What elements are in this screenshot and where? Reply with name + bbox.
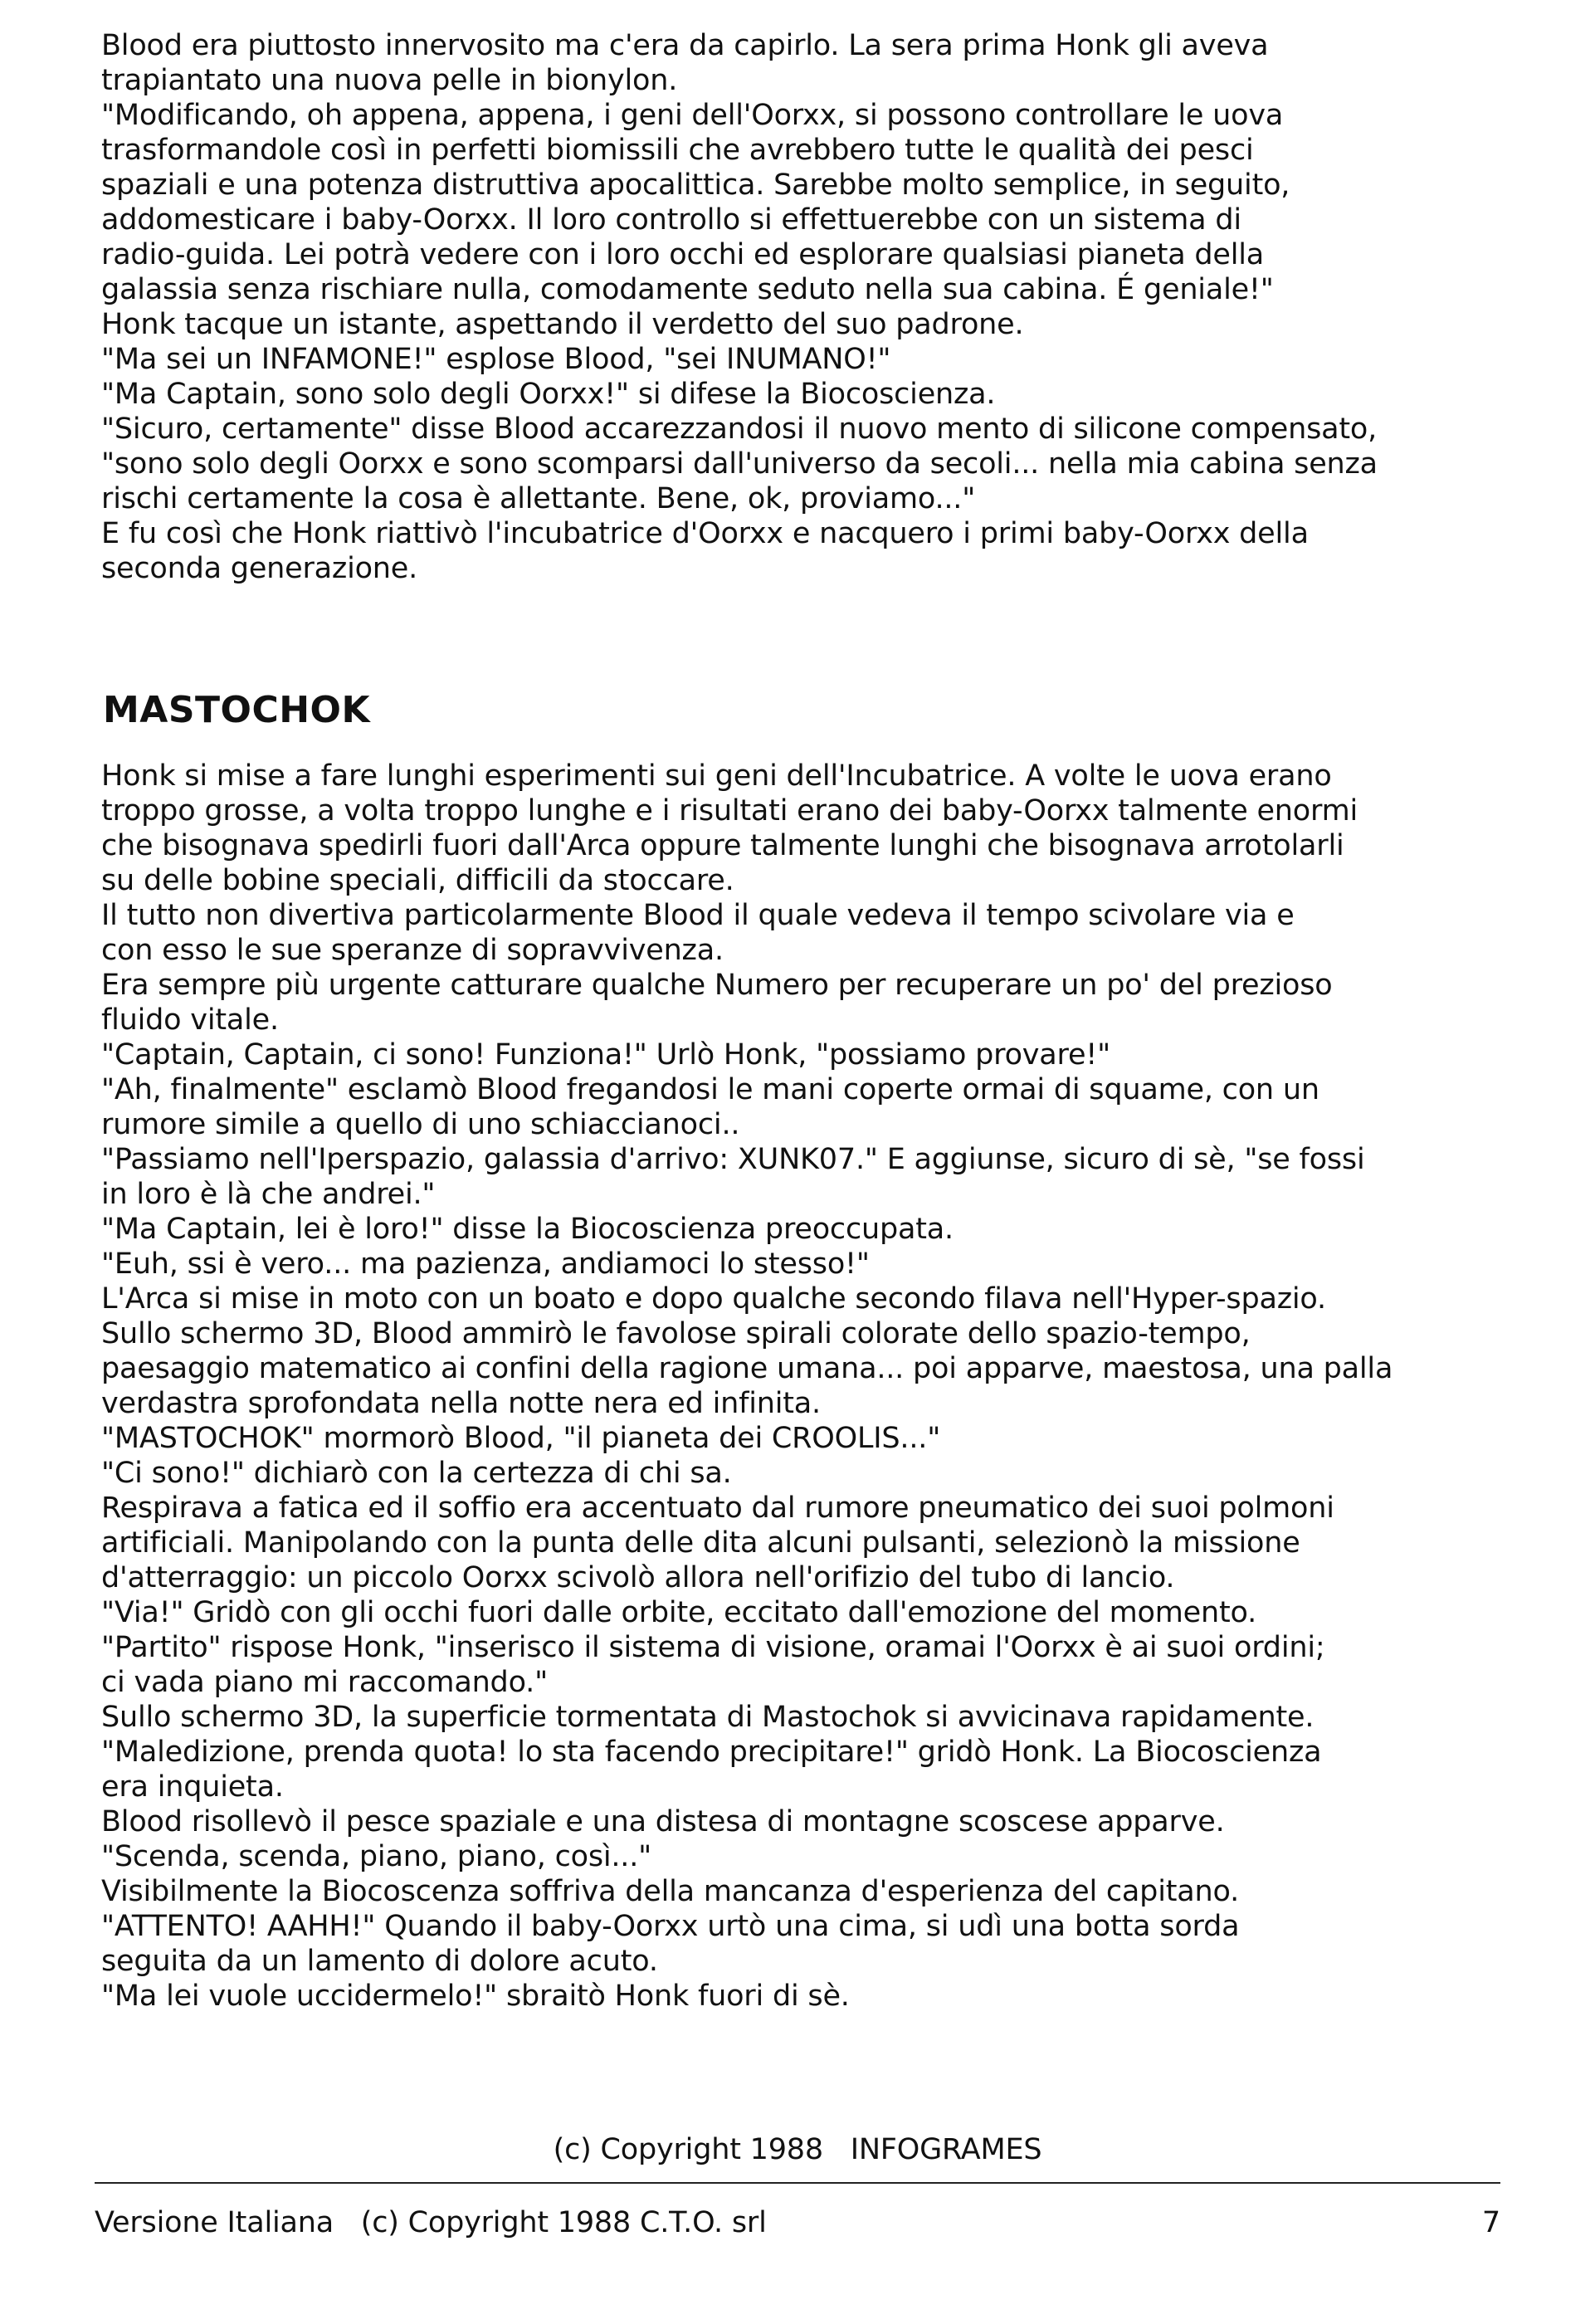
text-line: Respirava a fatica ed il soffio era accentuato dal rumore pneumatico dei suoi polmoni — [101, 1492, 1334, 1525]
text-line: "Euh, ssi è vero... ma pazienza, andiamoci lo stesso!" — [101, 1247, 870, 1281]
text-line: "Via!" Gridò con gli occhi fuori dalle orbite, eccitato dall'emozione del momento. — [101, 1596, 1257, 1629]
text-line: E fu così che Honk riattivò l'incubatrice d'Oorxx e nacquero i primi baby-Oorxx della — [101, 517, 1309, 550]
text-line: trasformandole così in perfetti biomissili che avrebbero tutte le qualità dei pesci — [101, 134, 1254, 167]
text-line: "sono solo degli Oorxx e sono scomparsi dall'universo da secoli... nella mia cabina senza — [101, 447, 1378, 481]
text-line: "Ci sono!" dichiarò con la certezza di chi sa. — [101, 1457, 732, 1490]
text-line: Blood risollevò il pesce spaziale e una distesa di montagne scoscese apparve. — [101, 1805, 1225, 1838]
text-line: "Ah, finalmente" esclamò Blood fregandosi le mani coperte ormai di squame, con un — [101, 1073, 1319, 1106]
text-line: Sullo schermo 3D, Blood ammirò le favolose spirali colorate dello spazio-tempo, — [101, 1317, 1251, 1350]
text-line: seguita da un lamento di dolore acuto. — [101, 1945, 658, 1978]
page-number: 7 — [1481, 2206, 1500, 2239]
text-line: "ATTENTO! AAHH!" Quando il baby-Oorxx urtò una cima, si udì una botta sorda — [101, 1910, 1240, 1943]
text-line: spaziali e una potenza distruttiva apocalittica. Sarebbe molto semplice, in seguito, — [101, 168, 1290, 202]
text-line: Era sempre più urgente catturare qualche Numero per recuperare un po' del prezioso — [101, 969, 1333, 1002]
copyright-notice: (c) Copyright 1988 INFOGRAMES — [553, 2133, 1042, 2166]
text-line: "MASTOCHOK" mormorò Blood, "il pianeta dei CROOLIS..." — [101, 1422, 941, 1455]
text-line: d'atterraggio: un piccolo Oorxx scivolò allora nell'orifizio del tubo di lancio. — [101, 1561, 1175, 1594]
text-line: seconda generazione. — [101, 552, 418, 585]
text-line: artificiali. Manipolando con la punta delle dita alcuni pulsanti, selezionò la missione — [101, 1526, 1300, 1560]
text-line: "Partito" rispose Honk, "inserisco il sistema di visione, oramai l'Oorxx è ai suoi ordini; — [101, 1631, 1325, 1664]
text-line: in loro è là che andrei." — [101, 1178, 436, 1211]
text-line: fluido vitale. — [101, 1003, 279, 1037]
text-line: su delle bobine speciali, difficili da stoccare. — [101, 864, 734, 897]
text-line: rumore simile a quello di uno schiaccianoci.. — [101, 1108, 740, 1141]
text-line: Honk tacque un istante, aspettando il verdetto del suo padrone. — [101, 308, 1024, 341]
text-line: "Ma Captain, sono solo degli Oorxx!" si difese la Biocoscienza. — [101, 378, 996, 411]
text-line: Blood era piuttosto innervosito ma c'era da capirlo. La sera prima Honk gli aveva — [101, 29, 1269, 62]
text-line: rischi certamente la cosa è allettante. Bene, ok, proviamo..." — [101, 482, 976, 515]
text-line: radio-guida. Lei potrà vedere con i loro occhi ed esplorare qualsiasi pianeta della — [101, 238, 1265, 271]
text-line: era inquieta. — [101, 1770, 284, 1804]
text-line: paesaggio matematico ai confini della ragione umana... poi apparve, maestosa, una palla — [101, 1352, 1393, 1385]
text-line: verdastra sprofondata nella notte nera ed infinita. — [101, 1387, 821, 1420]
section-heading: MASTOCHOK — [103, 689, 371, 731]
text-line: che bisognava spedirli fuori dall'Arca oppure talmente lunghi che bisognava arrotolarli — [101, 829, 1344, 862]
text-line: Visibilmente la Biocoscenza soffriva della mancanza d'esperienza del capitano. — [101, 1875, 1240, 1908]
section-paragraphs — [101, 759, 1512, 2014]
text-line: "Ma sei un INFAMONE!" esplose Blood, "sei INUMANO!" — [101, 343, 891, 376]
text-line: addomesticare i baby-Oorxx. Il loro controllo si effettuerebbe con un sistema di — [101, 203, 1241, 237]
text-line: "Maledizione, prenda quota! lo sta facendo precipitare!" gridò Honk. La Biocoscienza — [101, 1736, 1322, 1769]
text-line: galassia senza rischiare nulla, comodamente seduto nella sua cabina. É geniale!" — [101, 273, 1274, 306]
footer-credit: Versione Italiana (c) Copyright 1988 C.T.O. srl — [95, 2206, 767, 2239]
text-line: "Modificando, oh appena, appena, i geni dell'Oorxx, si possono controllare le uova — [101, 99, 1284, 132]
text-line: "Captain, Captain, ci sono! Funziona!" Urlò Honk, "possiamo provare!" — [101, 1038, 1111, 1072]
text-line: "Passiamo nell'Iperspazio, galassia d'arrivo: XUNK07." E aggiunse, sicuro di sè, "se fossi — [101, 1143, 1365, 1176]
text-line: Il tutto non divertiva particolarmente Blood il quale vedeva il tempo scivolare via e — [101, 899, 1295, 932]
intro-paragraphs — [101, 28, 1512, 586]
text-line: Sullo schermo 3D, la superficie tormentata di Mastochok si avvicinava rapidamente. — [101, 1701, 1315, 1734]
text-line: "Sicuro, certamente" disse Blood accarezzandosi il nuovo mento di silicone compensato, — [101, 413, 1378, 446]
text-line: "Ma lei vuole uccidermelo!" sbraitò Honk fuori di sè. — [101, 1980, 850, 2013]
text-line: Honk si mise a fare lunghi esperimenti sui geni dell'Incubatrice. A volte le uova erano — [101, 759, 1332, 793]
text-line: troppo grosse, a volta troppo lunghe e i risultati erano dei baby-Oorxx talmente enormi — [101, 794, 1358, 828]
footer-divider — [95, 2182, 1500, 2184]
text-line: "Ma Captain, lei è loro!" disse la Biocoscienza preoccupata. — [101, 1213, 954, 1246]
text-line: "Scenda, scenda, piano, piano, così..." — [101, 1840, 652, 1873]
text-line: ci vada piano mi raccomando." — [101, 1666, 548, 1699]
text-line: trapiantato una nuova pelle in bionylon. — [101, 64, 678, 97]
text-line: con esso le sue speranze di sopravvivenza. — [101, 934, 724, 967]
text-line: L'Arca si mise in moto con un boato e dopo qualche secondo filava nell'Hyper-spazio. — [101, 1282, 1326, 1316]
